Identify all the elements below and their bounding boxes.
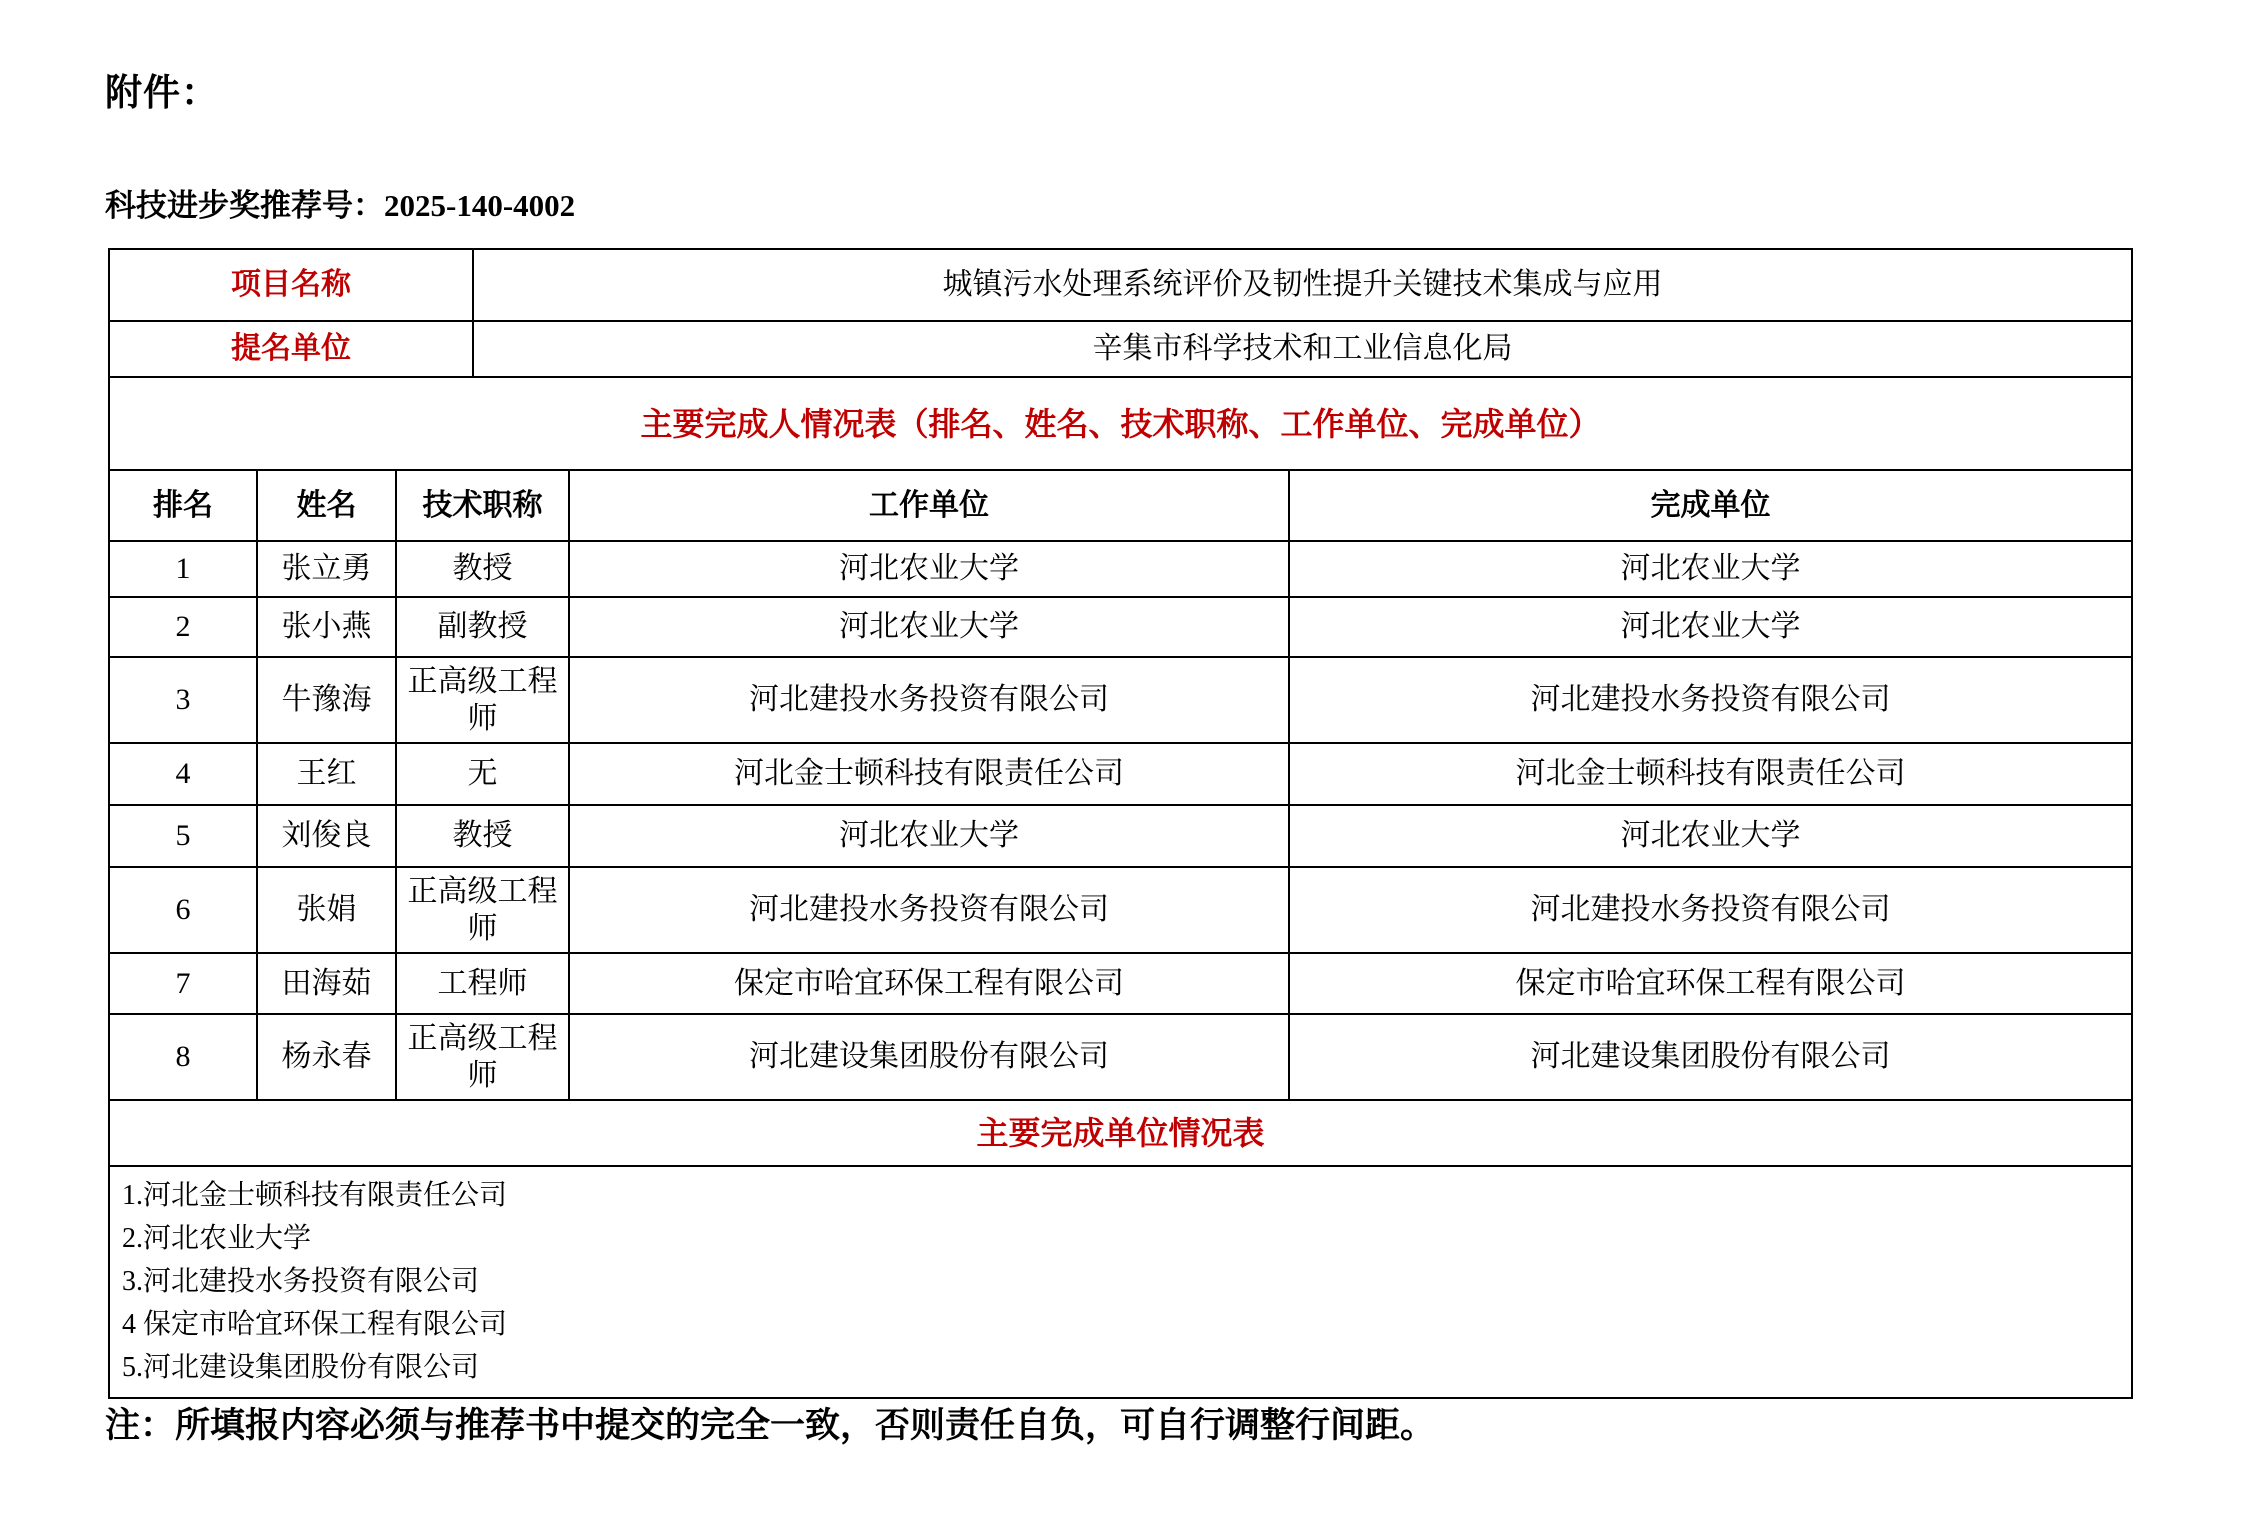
header-name: 姓名 (256, 471, 395, 540)
units-title: 主要完成单位情况表 (976, 1115, 1265, 1151)
recommendation-number-value: 2025-140-4002 (384, 188, 576, 223)
unit-item: 1.河北金士顿科技有限责任公司 (122, 1180, 508, 1212)
name-cell: 牛豫海 (256, 658, 395, 742)
name-cell: 张娟 (256, 868, 395, 952)
work-unit-cell: 河北建设集团股份有限公司 (568, 1015, 1288, 1099)
contributor-row (110, 866, 2131, 952)
name-cell: 张小燕 (256, 598, 395, 656)
name-cell: 田海茹 (256, 954, 395, 1013)
contributor-row (110, 952, 2131, 1013)
contributor-row (110, 656, 2131, 742)
project-name-label: 项目名称 (231, 268, 351, 302)
tech-title-cell: 教授 (395, 542, 568, 596)
project-name-row (110, 250, 2131, 320)
unit-item: 5.河北建设集团股份有限公司 (122, 1351, 480, 1383)
nominator-label: 提名单位 (231, 332, 351, 366)
header-rank: 排名 (153, 488, 213, 522)
rank-cell: 1 (175, 552, 191, 586)
contributor-row (110, 1013, 2131, 1099)
rank-cell: 8 (175, 1040, 191, 1074)
rank-cell: 5 (175, 819, 191, 853)
unit-item: 2.河北农业大学 (122, 1223, 312, 1255)
tech-title-cell: 正高级工程师 (395, 1015, 568, 1099)
units-list-row (110, 1165, 2131, 1397)
tech-title-cell: 正高级工程师 (395, 658, 568, 742)
contributor-row (110, 540, 2131, 596)
work-unit-cell: 河北农业大学 (568, 598, 1288, 656)
name-cell: 杨永春 (256, 1015, 395, 1099)
name-cell: 刘俊良 (256, 806, 395, 866)
contributor-row (110, 742, 2131, 804)
completion-unit-cell: 河北建设集团股份有限公司 (1288, 1015, 2131, 1099)
work-unit-cell: 河北金士顿科技有限责任公司 (568, 744, 1288, 804)
rank-cell: 2 (175, 610, 191, 644)
work-unit-cell: 河北建投水务投资有限公司 (568, 658, 1288, 742)
recommendation-number-label: 科技进步奖推荐号： (105, 188, 384, 223)
completion-unit-cell: 河北建投水务投资有限公司 (1288, 868, 2131, 952)
nominator-row (110, 320, 2131, 376)
units-list (110, 1167, 2131, 1397)
rank-cell: 4 (175, 757, 191, 791)
contributors-title: 主要完成人情况表（排名、姓名、技术职称、工作单位、完成单位） (640, 405, 1601, 442)
contributors-title-row (110, 376, 2131, 469)
header-work-unit: 工作单位 (568, 471, 1288, 540)
footer-note: 注：所填报内容必须与推荐书中提交的完全一致，否则责任自负，可自行调整行间距。 (105, 1406, 1436, 1445)
unit-item: 4 保定市哈宜环保工程有限公司 (122, 1308, 508, 1340)
rank-cell: 3 (175, 683, 191, 717)
work-unit-cell: 河北农业大学 (568, 806, 1288, 866)
project-name-value: 城镇污水处理系统评价及韧性提升关键技术集成与应用 (472, 250, 2131, 320)
header-completion-unit: 完成单位 (1288, 471, 2131, 540)
rank-cell: 7 (175, 966, 191, 1000)
contributors-header-row (110, 469, 2131, 540)
completion-unit-cell: 河北金士顿科技有限责任公司 (1288, 744, 2131, 804)
contributor-row (110, 596, 2131, 656)
units-title-row (110, 1099, 2131, 1165)
attachment-heading: 附件： (105, 73, 219, 114)
completion-unit-cell: 保定市哈宜环保工程有限公司 (1288, 954, 2131, 1013)
award-info-table (108, 248, 2133, 1399)
tech-title-cell: 无 (395, 744, 568, 804)
recommendation-number-line (105, 180, 575, 225)
completion-unit-cell: 河北农业大学 (1288, 806, 2131, 866)
rank-cell: 6 (175, 893, 191, 927)
header-tech-title: 技术职称 (395, 471, 568, 540)
tech-title-cell: 正高级工程师 (395, 868, 568, 952)
tech-title-cell: 副教授 (395, 598, 568, 656)
completion-unit-cell: 河北农业大学 (1288, 542, 2131, 596)
completion-unit-cell: 河北农业大学 (1288, 598, 2131, 656)
unit-item: 3.河北建投水务投资有限公司 (122, 1265, 480, 1297)
work-unit-cell: 河北农业大学 (568, 542, 1288, 596)
tech-title-cell: 工程师 (395, 954, 568, 1013)
contributor-row (110, 804, 2131, 866)
name-cell: 张立勇 (256, 542, 395, 596)
name-cell: 王红 (256, 744, 395, 804)
tech-title-cell: 教授 (395, 806, 568, 866)
completion-unit-cell: 河北建投水务投资有限公司 (1288, 658, 2131, 742)
nominator-value: 辛集市科学技术和工业信息化局 (472, 322, 2131, 376)
work-unit-cell: 保定市哈宜环保工程有限公司 (568, 954, 1288, 1013)
work-unit-cell: 河北建投水务投资有限公司 (568, 868, 1288, 952)
